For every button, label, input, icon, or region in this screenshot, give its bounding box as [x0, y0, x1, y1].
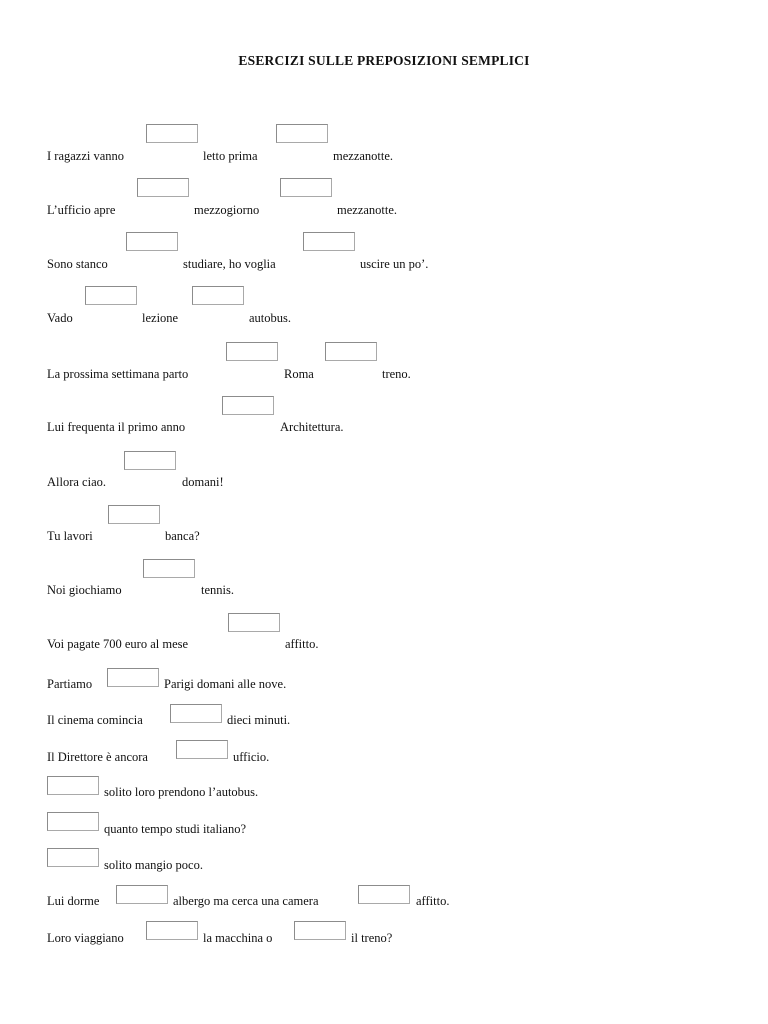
exercise-text: L’ufficio apre: [47, 203, 116, 217]
exercise-text: mezzanotte.: [337, 203, 398, 217]
exercise-text: affitto.: [416, 894, 450, 908]
answer-field[interactable]: [192, 286, 244, 305]
answer-field[interactable]: [358, 885, 410, 904]
answer-field[interactable]: [325, 342, 377, 361]
exercise-text: lezione: [142, 311, 179, 325]
exercise-text: Partiamo: [47, 677, 93, 691]
exercise-text: Il Direttore è ancora: [47, 750, 148, 764]
exercise-text: Voi pagate 700 euro al mese: [47, 637, 189, 651]
exercise-text: Tu lavori: [47, 529, 93, 543]
answer-field[interactable]: [176, 740, 228, 759]
exercise-text: la macchina o: [203, 931, 273, 945]
exercise-text: solito mangio poco.: [104, 858, 203, 872]
page-title: ESERCIZI SULLE PREPOSIZIONI SEMPLICI: [238, 53, 530, 68]
exercise-text: Noi giochiamo: [47, 583, 122, 597]
exercise-text: affitto.: [285, 637, 319, 651]
exercise-text: treno.: [382, 367, 411, 381]
answer-field[interactable]: [137, 178, 189, 197]
answer-field[interactable]: [280, 178, 332, 197]
exercise-text: ufficio.: [233, 750, 270, 764]
exercise-text: Loro viaggiano: [47, 931, 124, 945]
exercise-text: Parigi domani alle nove.: [164, 677, 287, 691]
exercise-text: Lui frequenta il primo anno: [47, 420, 186, 434]
exercise-text: dieci minuti.: [227, 713, 291, 727]
answer-field[interactable]: [276, 124, 328, 143]
answer-field[interactable]: [124, 451, 176, 470]
exercise-text: Roma: [284, 367, 314, 381]
exercise-text: solito loro prendono l’autobus.: [104, 785, 259, 799]
exercise-text: letto prima: [203, 149, 258, 163]
exercise-text: I ragazzi vanno: [47, 149, 125, 163]
answer-field[interactable]: [228, 613, 280, 632]
exercise-text: banca?: [165, 529, 200, 543]
exercise-text: tennis.: [201, 583, 234, 597]
answer-field[interactable]: [107, 668, 159, 687]
exercise-text: Il cinema comincia: [47, 713, 143, 727]
exercise-text: studiare, ho voglia: [183, 257, 276, 271]
answer-field[interactable]: [222, 396, 274, 415]
exercise-text: Allora ciao.: [47, 475, 107, 489]
answer-field[interactable]: [47, 776, 99, 795]
exercise-text: Architettura.: [280, 420, 344, 434]
answer-field[interactable]: [126, 232, 178, 251]
exercise-text: albergo ma cerca una camera: [173, 894, 319, 908]
exercise-text: quanto tempo studi italiano?: [104, 822, 246, 836]
answer-field[interactable]: [143, 559, 195, 578]
answer-field[interactable]: [146, 921, 198, 940]
answer-field[interactable]: [116, 885, 168, 904]
exercise-text: mezzogiorno: [194, 203, 260, 217]
answer-field[interactable]: [85, 286, 137, 305]
exercise-text: Sono stanco: [47, 257, 108, 271]
answer-field[interactable]: [226, 342, 278, 361]
answer-field[interactable]: [108, 505, 160, 524]
answer-field[interactable]: [170, 704, 222, 723]
exercise-text: il treno?: [351, 931, 393, 945]
exercise-text: uscire un po’.: [360, 257, 429, 271]
exercise-text: domani!: [182, 475, 224, 489]
answer-field[interactable]: [294, 921, 346, 940]
exercise-text: La prossima settimana parto: [47, 367, 189, 381]
exercise-text: Lui dorme: [47, 894, 100, 908]
exercise-text: autobus.: [249, 311, 292, 325]
answer-field[interactable]: [47, 812, 99, 831]
answer-field[interactable]: [146, 124, 198, 143]
exercise-text: Vado: [47, 311, 73, 325]
answer-field[interactable]: [47, 848, 99, 867]
answer-field[interactable]: [303, 232, 355, 251]
exercise-text: mezzanotte.: [333, 149, 394, 163]
